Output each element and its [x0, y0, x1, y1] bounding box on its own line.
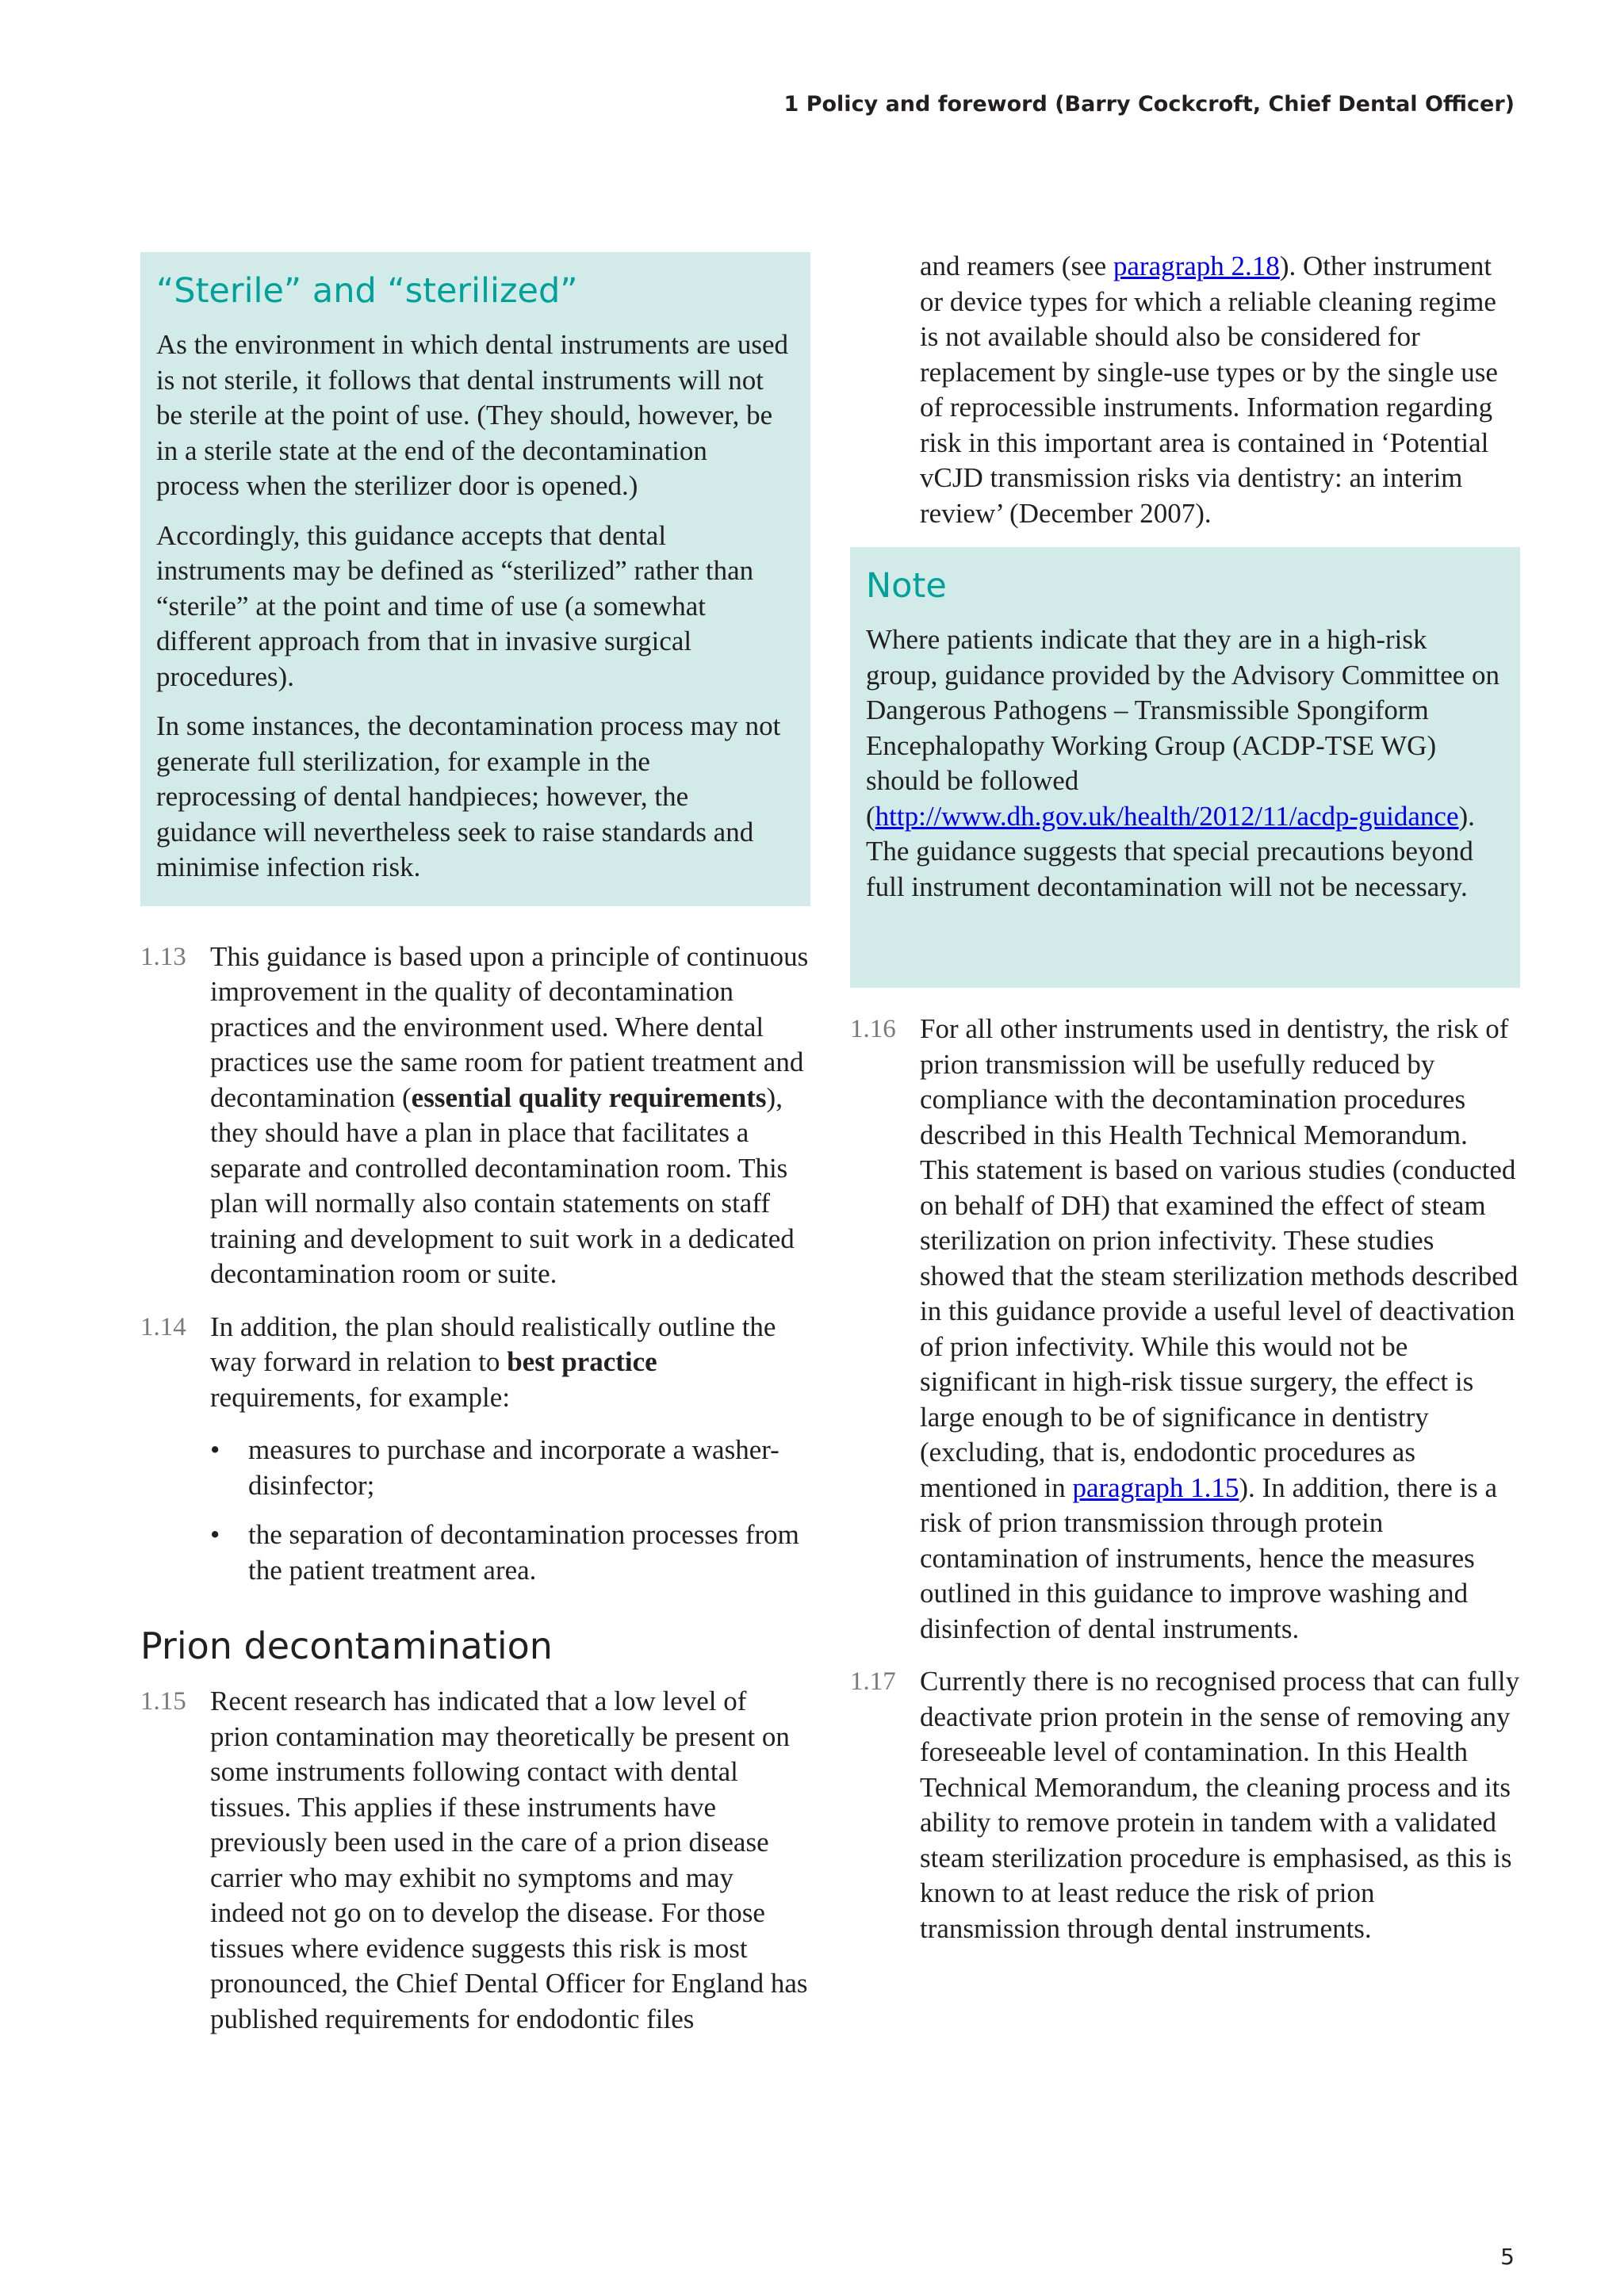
- paragraph-body: [210, 1310, 810, 1603]
- note-link[interactable]: http://www.dh.gov.uk/health/2012/11/acdp-guidance: [875, 800, 1459, 832]
- paragraph-body: [920, 249, 1520, 531]
- paragraph-number: 1.14: [140, 1312, 186, 1341]
- paragraph-text: ). Other instrument or device types for which a reliable cleaning regime is not available should also be considered for replacement by single-use types or by the single use of reprocessible instruments. Information regarding risk in this important area is contained in ‘Potential vCJD transmission risks via dentistry: an interim review’ (December 2007).: [920, 251, 1498, 529]
- paragraph-text: ). In addition, there is a risk of prion transmission through protein contamination of instruments, hence the measures outlined in this guidance to improve washing and disinfection of dental instruments.: [920, 1471, 1497, 1644]
- list-item-text: the separation of decontamination processes from the patient treatment area.: [248, 1519, 799, 1586]
- paragraph-text: requirements, for example:: [210, 1381, 511, 1413]
- paragraph-1-13: [140, 939, 810, 1292]
- list-item-text: measures to purchase and incorporate a washer-disinfector;: [248, 1434, 779, 1501]
- bullet-icon: •: [210, 1434, 220, 1466]
- paragraph-text: In addition, the plan should realistically outline the way forward in relation to: [210, 1311, 776, 1378]
- paragraph-text: and reamers (see: [920, 251, 1113, 281]
- paragraph-text: For all other instruments used in dentistry, the risk of prion transmission will be usefully reduced by compliance with the decontamination procedures described in this Health Technical Memorandum. This statement is based on various studies (conducted on behalf of DH) that examined the effect of steam sterilization on prion infectivity. These studies showed that the steam sterilization methods described in this guidance provide a useful level of deactivation of prion infectivity. While this would not be significant in high-risk tissue surgery, the effect is large enough to be of significance in dentistry (excluding, that is, endodontic procedures as mentioned in: [920, 1013, 1519, 1503]
- paragraph-link[interactable]: paragraph 1.15: [1072, 1471, 1239, 1503]
- bullet-list: [210, 1433, 810, 1588]
- paragraph-number: 1.16: [850, 1015, 896, 1043]
- page-number: 5: [1500, 2244, 1515, 2270]
- note-callout-box: [850, 547, 1520, 988]
- left-column: [140, 252, 810, 2054]
- right-column: [850, 249, 1520, 1964]
- list-item: [210, 1517, 810, 1588]
- paragraph-number: 1.15: [140, 1687, 186, 1716]
- running-header: 1 Policy and foreword (Barry Cockcroft, Chief Dental Officer): [783, 92, 1515, 117]
- paragraph-1-17: [850, 1664, 1520, 1946]
- note-callout-title: Note: [866, 566, 947, 606]
- sterile-callout-title: “Sterile” and “sterilized”: [156, 271, 578, 311]
- bullet-icon: •: [210, 1519, 220, 1551]
- sterile-callout-box: [140, 252, 810, 906]
- section-heading-prion: Prion decontamination: [140, 1624, 553, 1668]
- note-callout-paragraph: [866, 622, 1504, 905]
- list-item: [210, 1433, 810, 1503]
- emphasis-text: best practice: [507, 1346, 657, 1378]
- paragraph-1-14: [140, 1310, 810, 1603]
- paragraph-text: ), they should have a plan in place that facilitates a separate and controlled decontamination room. This plan will normally also contain statements on staff training and development to suit work in a dedicated decontamination room or suite.: [210, 1081, 795, 1290]
- paragraph-1-15-continued: [850, 249, 1520, 531]
- paragraph-number-spacer: [850, 249, 920, 531]
- paragraph-number: 1.13: [140, 942, 186, 971]
- sterile-callout-paragraph: As the environment in which dental instruments are used is not sterile, it follows that dental instruments will not be sterile at the point of use. (They should, however, be in a sterile state at the end of the decontamination process when the sterilizer door is opened.): [156, 329, 789, 502]
- emphasis-text: essential quality requirements: [411, 1081, 767, 1113]
- paragraph-1-15: [140, 1684, 810, 2037]
- note-text: Where patients indicate that they are in a high-risk group, guidance provided by the Advisory Committee on Dangerous Pathogens – Transmissible Spongiform Encephalopathy Working Group (ACDP-TSE WG) should be followed (: [866, 624, 1500, 832]
- paragraph-1-16: [850, 1012, 1520, 1647]
- paragraph-body: [920, 1012, 1520, 1647]
- paragraph-text: This guidance is based upon a principle of continuous improvement in the quality of decontamination practices and the environment used. Where dental practices use the same room for patient treatment and decontamination (: [210, 940, 809, 1113]
- paragraph-number: 1.17: [850, 1667, 896, 1696]
- sterile-callout-paragraph: In some instances, the decontamination process may not generate full sterilization, for example in the reprocessing of dental handpieces; however, the guidance will nevertheless seek to raise standards and minimise infection risk.: [156, 710, 781, 883]
- paragraph-body: [210, 939, 810, 1292]
- sterile-callout-paragraph: Accordingly, this guidance accepts that dental instruments may be defined as “sterilized” rather than “sterile” at the point and time of use (a somewhat different approach from that in invasive surgical procedures).: [156, 519, 754, 692]
- paragraph-body: Recent research has indicated that a low level of prion contamination may theoretically be present on some instruments following contact with dental tissues. This applies if these instruments have previously been used in the care of a prion disease carrier who may exhibit no symptoms and may indeed not go on to develop the disease. For those tissues where evidence suggests this risk is most pronounced, the Chief Dental Officer for England has published requirements for endodontic files: [210, 1686, 808, 2034]
- paragraph-body: Currently there is no recognised process that can fully deactivate prion protein in the sense of removing any foreseeable level of contamination. In this Health Technical Memorandum, the cleaning process and its ability to remove protein in tandem with a validated steam sterilization procedure is emphasised, as this is known to at least reduce the risk of prion transmission through dental instruments.: [920, 1666, 1520, 1944]
- note-text: ). The guidance suggests that special precautions beyond full instrument decontamination will not be necessary.: [866, 800, 1475, 902]
- paragraph-link[interactable]: paragraph 2.18: [1113, 251, 1280, 281]
